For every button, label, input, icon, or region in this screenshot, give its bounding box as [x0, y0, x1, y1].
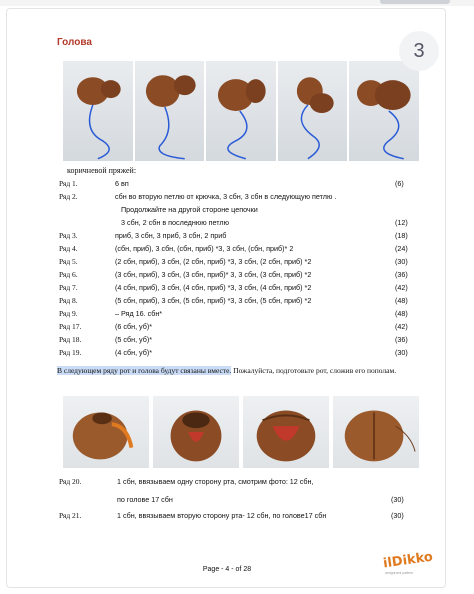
photo-mouth-3	[243, 396, 329, 468]
row-instruction: Продолжайте на другой стороне цепочки	[121, 205, 258, 214]
pattern-row	[7, 268, 446, 281]
pattern-row	[7, 203, 446, 216]
page-title: Голова	[57, 37, 92, 48]
photo-head-4	[278, 61, 348, 161]
row-instruction: (5 сбн, уб)*	[115, 335, 153, 344]
row-label: Ряд 8.	[59, 296, 78, 305]
row-instruction: 1 сбн, ввязываем вторую сторону рта- 12 сбн, по голове17 сбн	[117, 511, 327, 520]
row-label: Ряд 1.	[59, 179, 78, 188]
pattern-row	[7, 229, 446, 242]
pattern-row	[7, 333, 446, 346]
row-count-total: (30)	[391, 495, 404, 504]
row-label: Ряд 3.	[59, 231, 78, 240]
row-label: Ряд 7.	[59, 283, 78, 292]
row-instruction: 3 сбн, 2 сбн в последнюю петлю	[121, 218, 229, 227]
photo-head-1	[63, 61, 133, 161]
row-instruction: (4 сбн, уб)*	[115, 348, 153, 357]
row-instruction: сбн во вторую петлю от крючка, 3 сбн, 3 сбн в следующую петлю .	[115, 192, 337, 201]
row-label: Ряд 21.	[59, 511, 82, 520]
row-count: (30)	[395, 348, 408, 357]
logo-text: ilDikko	[382, 549, 434, 572]
row-label: Ряд 4.	[59, 244, 78, 253]
pattern-row	[7, 255, 446, 268]
pattern-row	[7, 216, 446, 229]
row-count: (6)	[395, 179, 404, 188]
instruction-note	[57, 366, 407, 376]
pattern-row	[7, 294, 446, 307]
drag-handle[interactable]	[380, 0, 450, 4]
pattern-row	[7, 346, 446, 359]
row-count: (12)	[395, 218, 408, 227]
row-count: (30)	[391, 511, 404, 520]
row-label: Ряд 17.	[59, 322, 82, 331]
photo-mouth-1	[63, 396, 149, 468]
row-label: Ряд 9.	[59, 309, 78, 318]
page-badge[interactable]: 3	[399, 31, 439, 71]
photo-head-5	[349, 61, 419, 161]
pattern-row	[7, 242, 446, 255]
row-instruction: (сбн, приб), 3 сбн, (сбн, приб) *3, 3 сбн, (сбн, приб)* 2	[115, 244, 294, 253]
highlighted-text[interactable]: В следующем ряду рот и голова будут связаны вместе.	[57, 366, 232, 375]
row-count: (30)	[395, 257, 408, 266]
pattern-row	[7, 177, 446, 190]
photo-head-2	[135, 61, 205, 161]
logo-subtext: amigurumi pattern	[385, 571, 414, 575]
row-count: (36)	[395, 335, 408, 344]
pattern-row	[7, 190, 446, 203]
pattern-row	[7, 320, 446, 333]
photo-head-3	[206, 61, 276, 161]
row-count: (24)	[395, 244, 408, 253]
row-label: Ряд 2.	[59, 192, 78, 201]
pattern-rows	[7, 177, 446, 359]
intro-text: коричневой пряжей:	[67, 166, 137, 175]
row-label: Ряд 20.	[59, 477, 82, 486]
row-instruction: приб, 3 сбн, 3 приб, 3 сбн, 2 приб	[115, 231, 227, 240]
row-instruction: (5 сбн, приб), 3 сбн, (5 сбн, приб) *3, 3 сбн, (5 сбн, приб) *2	[115, 296, 312, 305]
row-instruction: – Ряд 16. сбн*	[115, 309, 163, 318]
row-label: Ряд 18.	[59, 335, 82, 344]
top-bar	[0, 0, 474, 6]
row-label: Ряд 5.	[59, 257, 78, 266]
row-count: (42)	[395, 283, 408, 292]
row-instruction: 6 вп	[115, 179, 129, 188]
row-instruction: (3 сбн, приб), 3 сбн, (3 сбн, приб)* 3, 3 сбн, (3 сбн, приб) *2	[115, 270, 312, 279]
document-page	[6, 8, 446, 588]
brand-logo	[379, 549, 434, 579]
photo-mouth-2	[153, 396, 239, 468]
row-count: (42)	[395, 322, 408, 331]
row-count: (48)	[395, 309, 408, 318]
row-label: Ряд 19.	[59, 348, 82, 357]
row-count: (18)	[395, 231, 408, 240]
note-text: Пожалуйста, подготовьте рот, сложив его пополам.	[231, 366, 397, 375]
pattern-row	[7, 281, 446, 294]
row-instruction: (4 сбн, приб), 3 сбн, (4 сбн, приб) *3, 3 сбн, (4 сбн, приб) *2	[115, 283, 312, 292]
row-instruction: 1 сбн, ввязываем одну сторону рта, смотрим фото: 12 сбн,	[117, 477, 314, 486]
row-count: (36)	[395, 270, 408, 279]
page-footer: Page - 4 - of 28	[202, 566, 252, 573]
row-instruction-continued: по голове 17 сбн	[117, 495, 173, 504]
photo-mouth-4	[333, 396, 419, 468]
photo-strip-top	[63, 61, 419, 161]
row-instruction: (6 сбн, уб)*	[115, 322, 153, 331]
photo-strip-mouth	[63, 396, 419, 468]
row-instruction: (2 сбн, приб), 3 сбн, (2 сбн, приб) *3, 3 сбн, (2 сбн, приб) *2	[115, 257, 312, 266]
row-label: Ряд 6.	[59, 270, 78, 279]
row-count: (48)	[395, 296, 408, 305]
pattern-row	[7, 307, 446, 320]
